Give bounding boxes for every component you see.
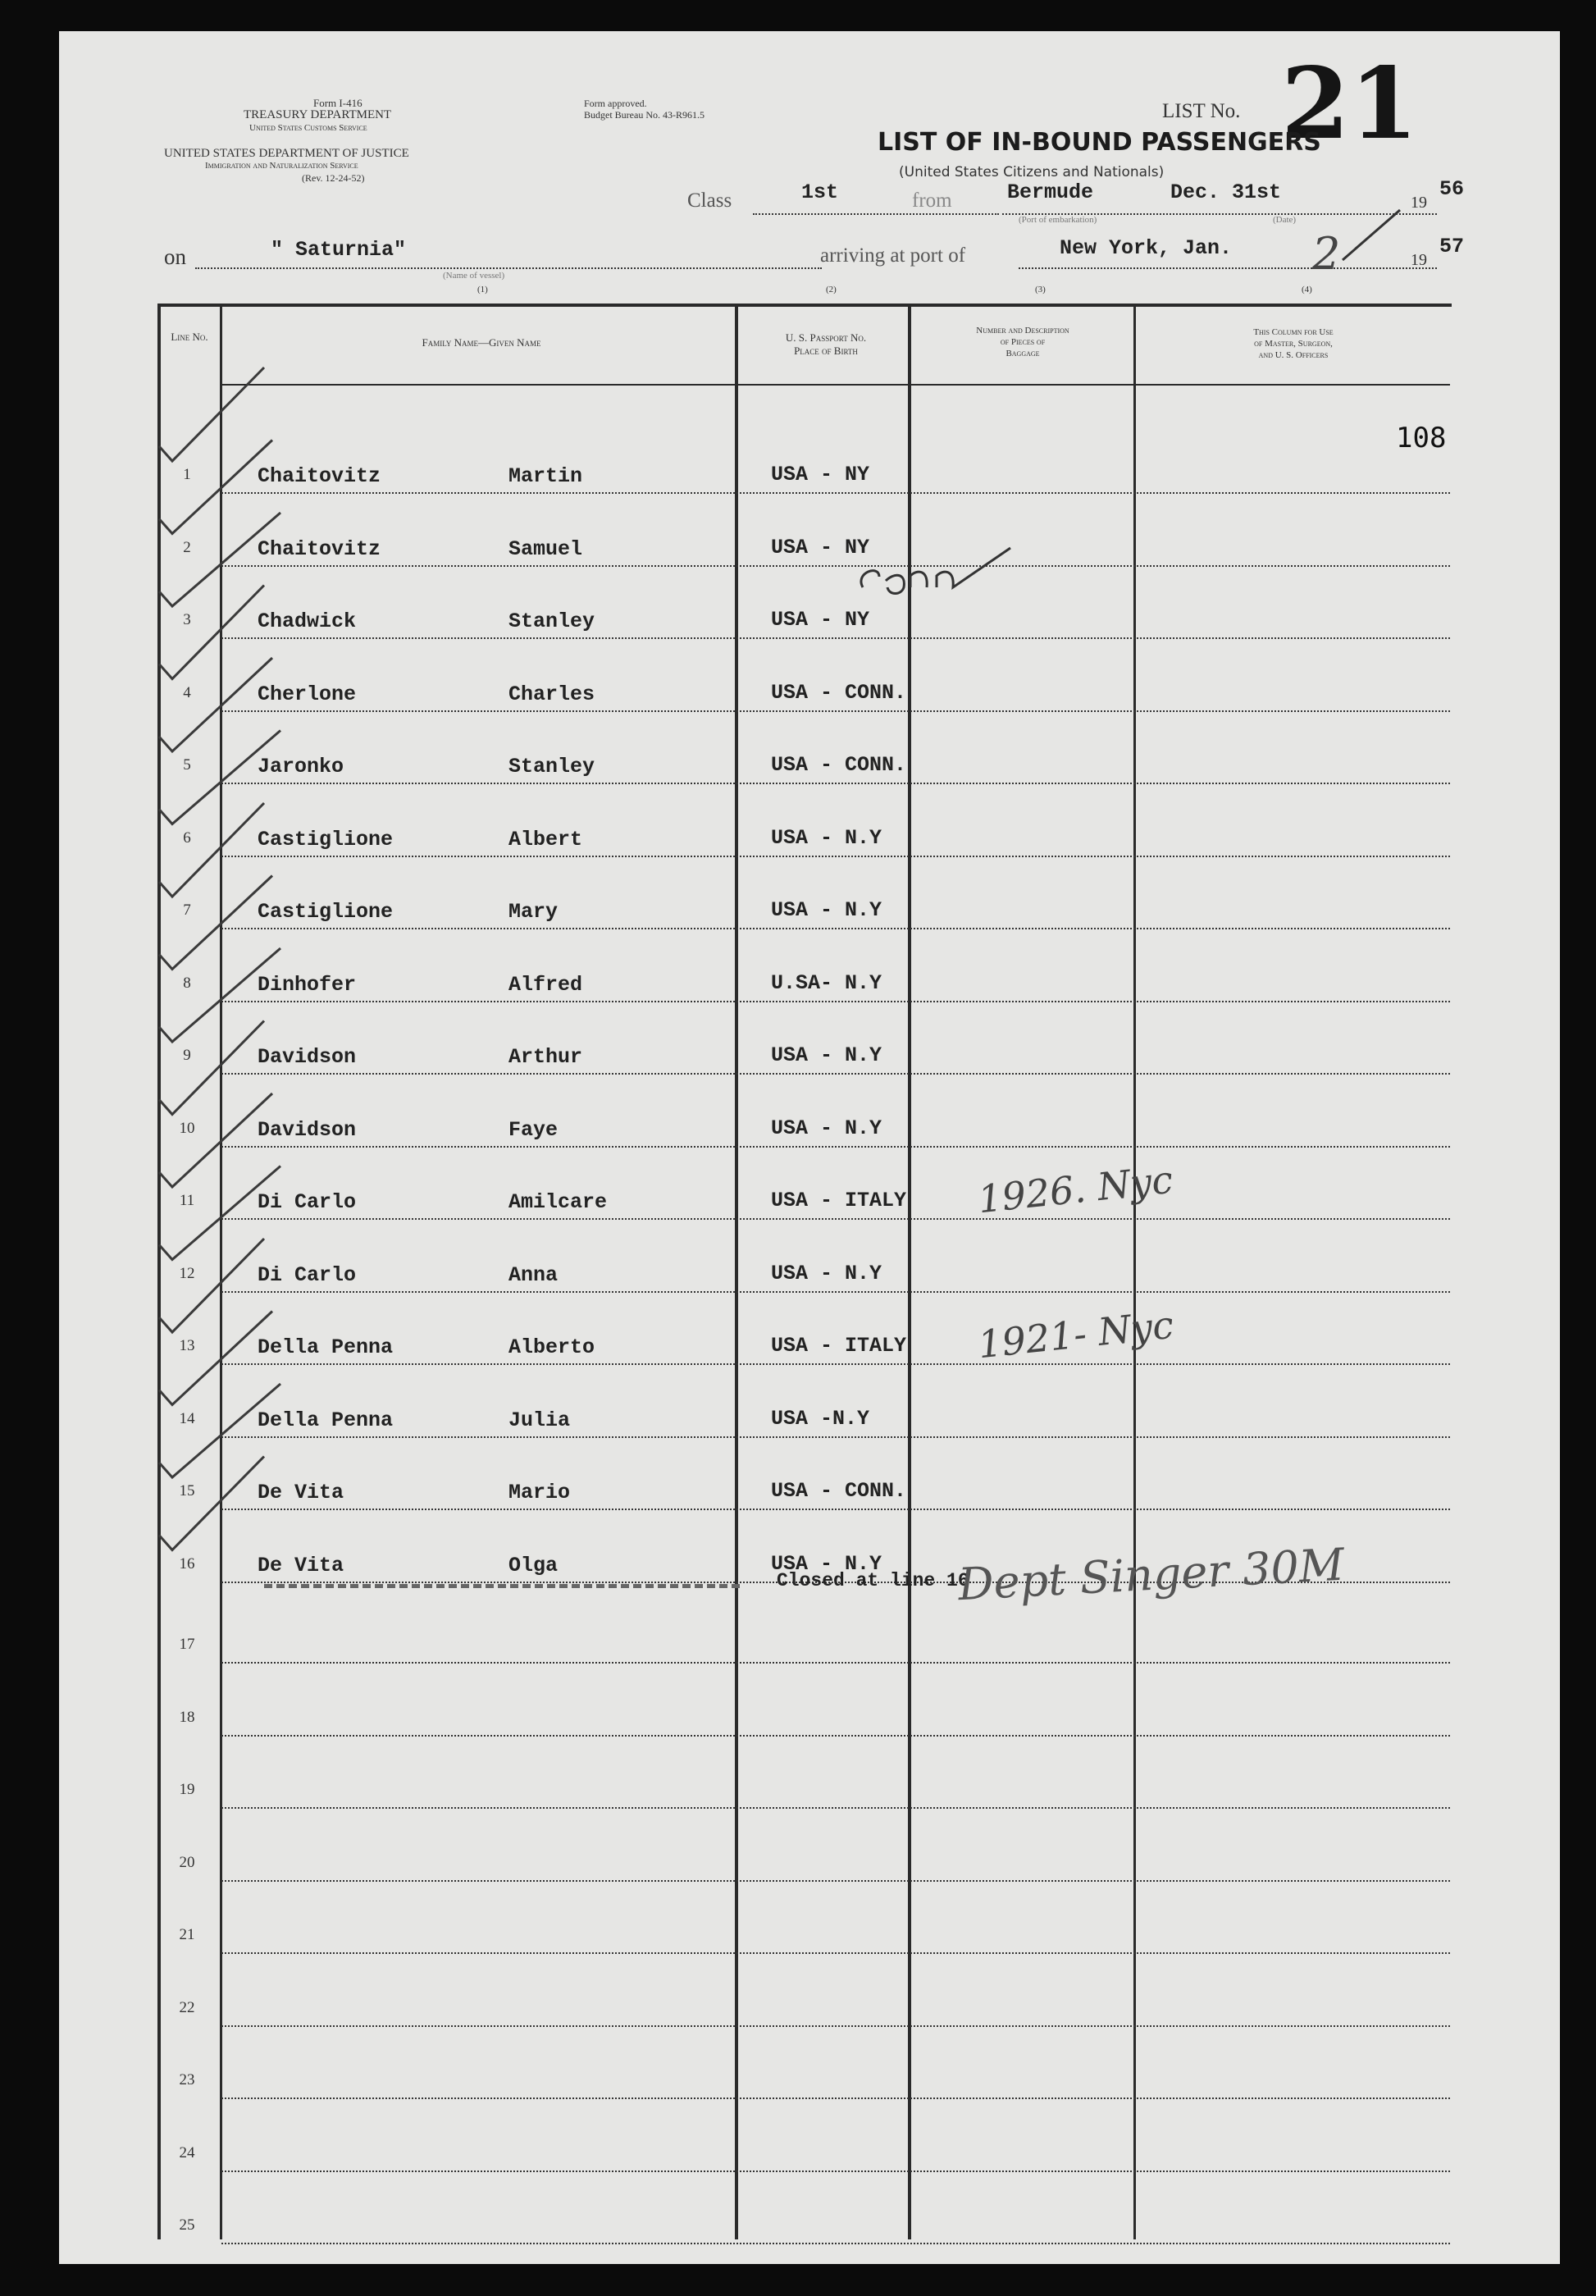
checkmark: [159, 731, 280, 824]
row-divider: [221, 2025, 1450, 2027]
line-number: 14: [179, 1409, 195, 1427]
row-divider: [221, 1146, 1450, 1148]
header-bottom-rule: [220, 384, 1450, 386]
column-header-baggage-2: of Pieces of: [1000, 337, 1046, 347]
arrival-day-stroke: [1338, 207, 1404, 264]
checkmark: [159, 1312, 272, 1405]
row-divider: [221, 637, 1450, 639]
given-name: Stanley: [508, 755, 595, 778]
officer-count: 108: [1396, 422, 1447, 454]
place-of-birth: USA - ITALY: [771, 1189, 907, 1212]
closed-at-line-text: Closed at line 16: [777, 1570, 969, 1591]
line-number: 2: [183, 538, 191, 556]
checkmark: [159, 1166, 280, 1260]
line-number: 23: [179, 2071, 195, 2088]
family-name: De Vita: [258, 1553, 344, 1577]
vessel-caption-num: (1): [477, 285, 488, 294]
line-number: 20: [179, 1853, 195, 1871]
given-name: Albert: [508, 827, 583, 851]
caption-num-4: (4): [1302, 285, 1312, 294]
given-name: Samuel: [508, 536, 583, 561]
checkmark: [159, 1093, 272, 1187]
family-name: Chadwick: [258, 609, 357, 633]
row-divider: [221, 1436, 1450, 1438]
checkmark: [159, 1457, 264, 1550]
place-of-birth: USA - N.Y: [771, 898, 882, 922]
line-number: 25: [179, 2216, 195, 2234]
row-divider: [221, 492, 1450, 494]
list-no-label: LIST No.: [1162, 100, 1241, 122]
line-number: 4: [183, 683, 191, 701]
row-divider: [221, 1807, 1450, 1809]
page-title: LIST OF IN-BOUND PASSENGERS: [878, 128, 1321, 157]
table-top-border: [157, 304, 1452, 307]
line-number: 24: [179, 2143, 195, 2161]
customs-service: United States Customs Service: [249, 123, 367, 133]
caption-num-3: (3): [1035, 285, 1046, 294]
year2-prefix: 19: [1411, 251, 1427, 269]
column-header-officers-2: of Master, Surgeon,: [1254, 339, 1333, 349]
place-of-birth: USA - NY: [771, 463, 870, 486]
line-number: 10: [179, 1119, 195, 1137]
place-of-birth: USA - CONN.: [771, 680, 907, 705]
arrival-fill-line: [1019, 267, 1437, 269]
place-of-birth: USA - NY: [771, 535, 870, 559]
port-embarkation-caption: (Port of embarkation): [1019, 215, 1097, 225]
col-baggage-divider: [1133, 304, 1136, 2239]
given-name: Mario: [508, 1481, 571, 1504]
line-number: 7: [183, 902, 191, 919]
family-name: Chaitovitz: [258, 464, 381, 488]
column-header-name: Family Name—Given Name: [422, 336, 541, 349]
family-name: Castiglione: [258, 900, 394, 924]
given-name: Julia: [508, 1408, 571, 1432]
given-name: Olga: [508, 1553, 559, 1577]
check-marks: [149, 326, 395, 1606]
place-of-birth: USA - ITALY: [771, 1334, 907, 1358]
family-name: Davidson: [258, 1045, 357, 1069]
row-divider: [221, 710, 1450, 712]
revision-label: (Rev. 12-24-52): [302, 172, 365, 184]
column-header-baggage-3: Baggage: [1005, 349, 1040, 358]
list-no-value: 21: [1281, 46, 1418, 162]
port-arrival-value: New York, Jan.: [1060, 236, 1233, 260]
row-divider: [221, 1363, 1450, 1365]
given-name: Mary: [508, 900, 559, 924]
given-name: Faye: [508, 1117, 559, 1142]
column-header-officers-3: and U. S. Officers: [1258, 350, 1329, 360]
checkmark: [159, 1021, 264, 1115]
handwritten-note: 1926. Nyc: [975, 1157, 1175, 1222]
arrival-day-handwritten: 2: [1312, 228, 1341, 280]
line-number: 5: [183, 756, 191, 774]
handwritten-note: 1921- Nyc: [975, 1302, 1176, 1367]
row-divider: [221, 1880, 1450, 1882]
from-label: from: [912, 189, 952, 212]
row-divider: [221, 856, 1450, 857]
checkmark: [159, 1384, 280, 1477]
family-name: Chaitovitz: [258, 536, 381, 561]
document-page: [59, 31, 1560, 2264]
column-header-passport-1: U. S. Passport No.: [785, 331, 867, 344]
col-name-divider: [735, 304, 738, 2239]
row-divider: [221, 1291, 1450, 1293]
date-caption: (Date): [1273, 215, 1297, 225]
row-divider: [221, 1073, 1450, 1075]
treasury-department: TREASURY DEPARTMENT: [244, 108, 392, 121]
place-of-birth: USA - CONN.: [771, 1479, 907, 1503]
line-number: 13: [179, 1337, 195, 1354]
place-of-birth: USA - CONN.: [771, 753, 907, 777]
on-label: on: [164, 244, 186, 269]
row-divider: [221, 1001, 1450, 1002]
family-name: Della Penna: [258, 1335, 394, 1359]
checkmark: [159, 948, 280, 1042]
line-number: 15: [179, 1482, 195, 1499]
ins-label: Immigration and Naturalization Service: [205, 161, 358, 171]
row-divider: [221, 1218, 1450, 1220]
given-name: Anna: [508, 1262, 559, 1287]
year2-value: 57: [1439, 235, 1465, 258]
place-of-birth: U.SA- N.Y: [771, 970, 882, 995]
line-number: 1: [183, 466, 191, 483]
department-of-justice: UNITED STATES DEPARTMENT OF JUSTICE: [164, 147, 409, 160]
family-name: Della Penna: [258, 1408, 394, 1432]
line-number: 6: [183, 828, 191, 847]
place-of-birth: USA -N.Y: [771, 1406, 870, 1431]
line-number: 16: [179, 1554, 195, 1573]
port-embarkation-value: Bermude: [1007, 180, 1094, 204]
line-number: 11: [179, 1192, 195, 1209]
row-divider: [221, 2097, 1450, 2099]
place-of-birth: USA - N.Y: [771, 1261, 882, 1285]
column-header-officers-1: This Column for Use: [1253, 327, 1334, 337]
checkmark: [159, 1239, 264, 1332]
family-name: Di Carlo: [258, 1262, 357, 1287]
checkmark: [159, 803, 264, 897]
caption-num-2: (2): [826, 285, 837, 294]
row-divider: [221, 565, 1450, 567]
row-divider: [221, 1662, 1450, 1664]
checkmark: [159, 876, 272, 970]
given-name: Charles: [508, 682, 595, 706]
form-approved: Form approved.: [584, 98, 647, 109]
date-value: Dec. 31st: [1170, 180, 1282, 204]
year1-prefix: 19: [1411, 194, 1427, 212]
family-name: Davidson: [258, 1117, 357, 1142]
row-divider: [221, 783, 1450, 784]
checkmark: [159, 367, 264, 461]
row-divider: [221, 928, 1450, 929]
place-of-birth: USA - N.Y: [771, 1551, 882, 1576]
class-label: Class: [687, 189, 732, 212]
checkmark: [159, 586, 264, 679]
budget-bureau: Budget Bureau No. 43-R961.5: [584, 109, 705, 121]
family-name: Jaronko: [258, 755, 344, 778]
place-of-birth: USA - N.Y: [771, 1116, 882, 1140]
line-number: 22: [179, 1998, 195, 2016]
family-name: De Vita: [258, 1481, 344, 1504]
checkmark: [159, 440, 272, 534]
row-divider: [221, 1952, 1450, 1954]
year1-value: 56: [1439, 177, 1465, 201]
line-number: 21: [179, 1926, 195, 1943]
given-name: Stanley: [508, 609, 595, 633]
place-of-birth: USA - N.Y: [771, 1043, 882, 1067]
given-name: Martin: [508, 464, 583, 488]
row-divider: [221, 2170, 1450, 2172]
arriving-label: arriving at port of: [820, 244, 966, 267]
inspector-signature: Dept Singer 30M: [956, 1538, 1346, 1611]
given-name: Alfred: [508, 972, 583, 997]
handwritten-conn-correction: [846, 540, 1027, 614]
class-value: 1st: [801, 180, 839, 204]
line-number: 19: [179, 1781, 195, 1798]
column-header-baggage-1: Number and Description: [976, 326, 1069, 335]
form-number: Form I-416: [313, 97, 363, 109]
family-name: Cherlone: [258, 682, 357, 706]
place-of-birth: USA - NY: [771, 608, 870, 632]
column-header-line-no: Line No.: [171, 331, 208, 343]
column-header-passport-2: Place of Birth: [794, 345, 858, 357]
row-divider: [221, 2243, 1450, 2244]
line-number: 12: [179, 1264, 195, 1282]
row-divider: [221, 1735, 1450, 1737]
class-fill-line: [753, 213, 999, 215]
vessel-fill-line: [195, 267, 822, 269]
given-name: Amilcare: [508, 1190, 608, 1214]
checkmark: [159, 513, 280, 606]
line-number: 18: [179, 1708, 195, 1726]
family-name: Dinhofer: [258, 972, 357, 997]
vessel-caption: (Name of vessel): [443, 271, 505, 281]
page-subtitle: (United States Citizens and Nationals): [899, 164, 1165, 180]
place-of-birth: USA - N.Y: [771, 825, 882, 850]
family-name: Castiglione: [258, 827, 394, 851]
row-divider: [221, 1509, 1450, 1510]
family-name: Di Carlo: [258, 1190, 357, 1214]
line-number: 17: [179, 1636, 195, 1653]
given-name: Arthur: [508, 1045, 583, 1069]
checkmark: [159, 658, 272, 751]
line-number: 3: [183, 611, 191, 628]
given-name: Alberto: [508, 1335, 595, 1359]
line-number: 8: [183, 974, 191, 992]
line-number: 9: [183, 1047, 191, 1064]
vessel-value: " Saturnia": [271, 238, 407, 262]
